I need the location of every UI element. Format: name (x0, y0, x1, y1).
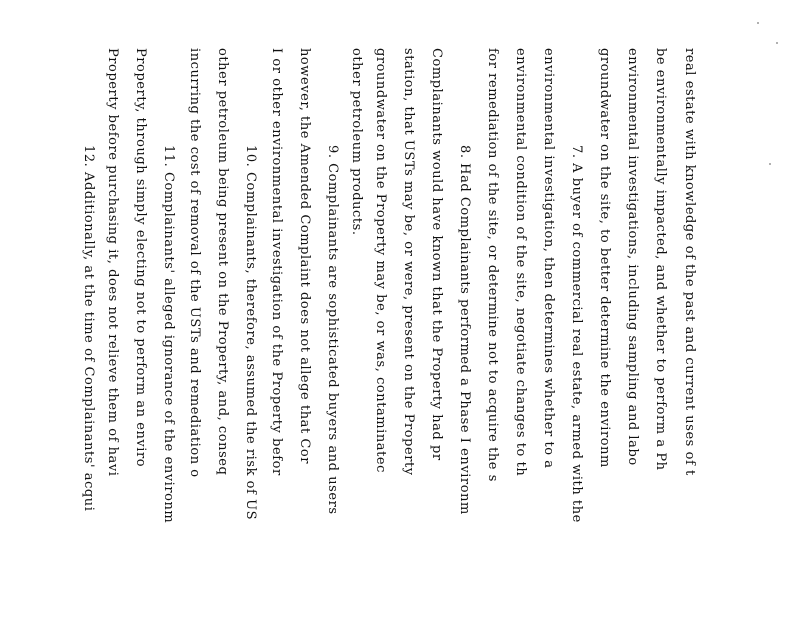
document-line: be environmentally impacted, and whether to perform a Ph (653, 48, 668, 471)
document-line: 11. Complainants' alleged ignorance of the environm (161, 145, 176, 524)
scan-speck (769, 163, 771, 165)
document-line: groundwater on the Property may be, or was, contaminatec (373, 48, 388, 473)
scan-speck (776, 42, 778, 44)
document-line: environmental investigations, including sampling and labo (625, 48, 640, 466)
document-line: other petroleum being present on the Property, and, conseq (215, 48, 230, 476)
document-line: environmental investigation, then determines whether to a (541, 48, 556, 469)
document-line: Complainants would have known that the Property had pr (429, 48, 444, 461)
scan-speck (757, 22, 759, 24)
document-line: 8. Had Complainants performed a Phase I environm (457, 145, 472, 515)
document-line: incurring the cost of removal of the USTs and remediation o (187, 48, 202, 478)
document-line: groundwater on the site, to better determine the environm (597, 48, 612, 468)
document-line: I or other environmental investigation of the Property befor (269, 48, 284, 476)
document-line: Property before purchasing it, does not relieve them of havi (105, 48, 120, 477)
document-line: other petroleum products. (349, 48, 364, 236)
document-line: 12. Additionally, at the time of Complainants' acqui (81, 145, 96, 512)
document-line: Property, through simply electing not to perform an enviro (133, 48, 148, 468)
document-line: 10. Complainants, therefore, assumed the risk of US (243, 145, 258, 521)
document-line: station, that USTs may be, or were, present on the Property (401, 48, 416, 476)
document-line: real estate with knowledge of the past and current uses of t (682, 48, 697, 476)
document-line: however, the Amended Complaint does not allege that Cor (297, 48, 312, 465)
document-line: environmental condition of the site, negotiate changes to th (513, 48, 528, 477)
document-line: 9. Complainants are sophisticated buyers and users (325, 145, 340, 515)
document-line: 7. A buyer of commercial real estate, armed with the (569, 145, 584, 523)
document-line: for remediation of the site, or determine not to acquire the s (485, 48, 500, 482)
